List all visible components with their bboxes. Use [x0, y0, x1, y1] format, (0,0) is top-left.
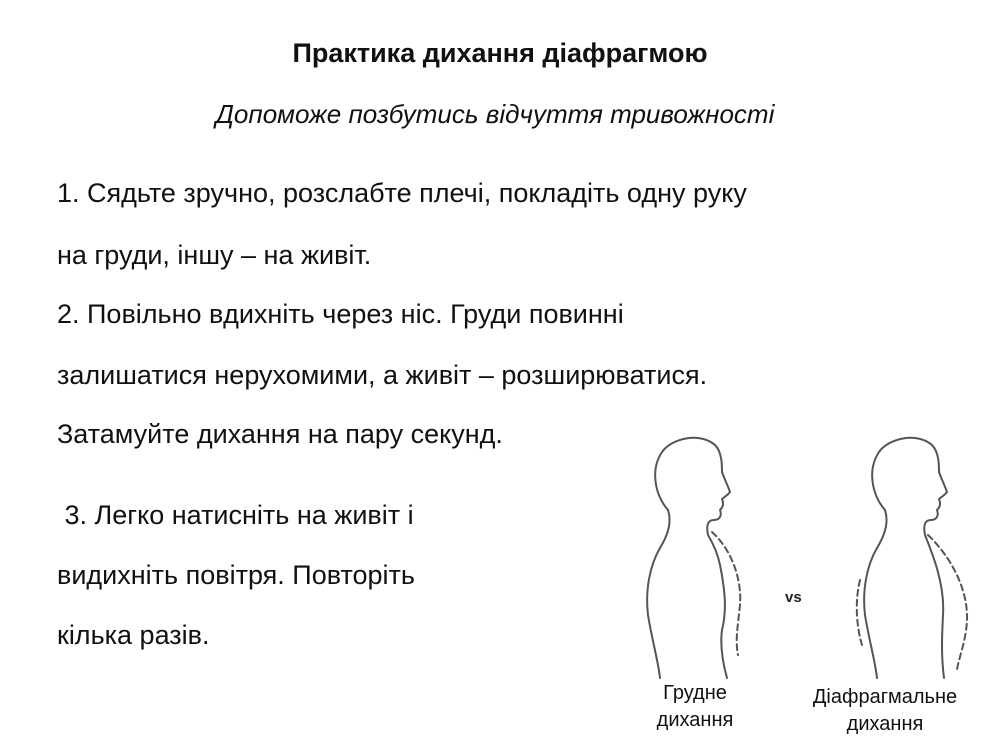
vs-label: vs: [785, 589, 802, 606]
chest-breathing-caption: [640, 680, 750, 734]
page-subtitle: Допоможе позбутись відчуття тривожності: [215, 99, 775, 129]
chest-breathing-caption-line-1: Грудне: [663, 682, 727, 704]
diaphragmatic-breathing-caption: [790, 684, 980, 738]
diaphragmatic-breathing-caption-line-1: Діафрагмальне: [812, 686, 958, 708]
step-1-line-2: на груди, іншу – на живіт.: [57, 240, 372, 270]
chest-breathing-caption-line-2: дихання: [656, 709, 734, 731]
page-title: Практика дихання діафрагмою: [292, 38, 708, 68]
step-2-line-3: Затамуйте дихання на пару секунд.: [57, 419, 503, 449]
chest-breathing-figure: [647, 438, 740, 678]
step-2-line-2: залишатися нерухомими, а живіт – розширюватися.: [57, 360, 708, 390]
step-3-line-3: кілька разів.: [57, 620, 210, 650]
diaphragmatic-breathing-figure: [857, 438, 967, 678]
step-3-line-1: 3. Легко натисніть на живіт і: [57, 500, 414, 530]
step-1-line-1: 1. Сядьте зручно, розслабте плечі, покладіть одну руку: [57, 178, 747, 208]
step-2-line-1: 2. Повільно вдихніть через ніс. Груди повинні: [57, 299, 624, 329]
step-3-line-2: видихніть повітря. Повторіть: [57, 560, 415, 590]
diaphragmatic-breathing-caption-line-2: дихання: [846, 713, 924, 735]
